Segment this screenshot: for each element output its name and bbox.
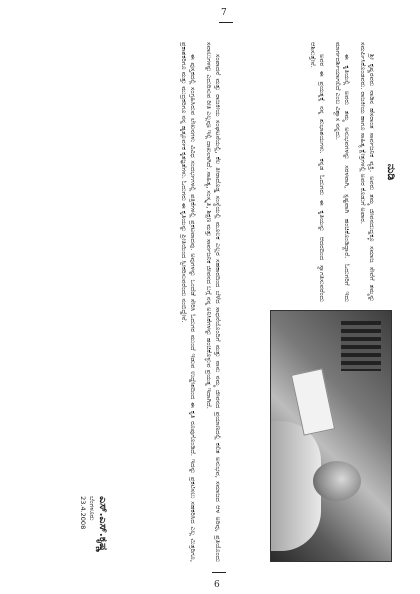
right-paragraph-1: ಶ್ರೀ ಕೃಷ್ಣರವರು ನಾಡಿನ ಹೆಸರಾಂತ ಸಾರ್ವಜನಿಕ ವ್ಯಕ್ತಿ. ಅವರು ತಮ್ಮ ಜೀವನದುದ್ದಕ್ಕೂ ಸಮಾಜ ಸೇವೆಗೆ ತಮ್ಮನ್ನು ಸಮರ್ಪಿಸಿಕೊಂಡವರು. ರಾಜಕೀಯ ಹಾಗೂ ಸಾಹಿತ್ಯ ಕ್ಷೇತ್ರಗಳಲ್ಲಿ ಅವರ ಕೊಡುಗೆ ಅಪಾರ. — [358, 42, 376, 302]
bookshelf-shape — [341, 321, 381, 371]
right-page — [228, 42, 398, 562]
signature-date: 23.4.2008 — [79, 496, 87, 530]
left-paragraph-2: ಈ ಪುಸ್ತಕದಲ್ಲಿ ಸಂಗ್ರಹಿಸಿರುವ ಲೇಖನಗಳು ವಿವಿಧ ಸಂದರ್ಭಗಳಲ್ಲಿ ಪತ್ರಿಕೆಗಳಲ್ಲಿ ಪ್ರಕಟವಾದವು. ಅವುಗಳನ್ನು ಒಂದೆಡೆ ಸೇರಿಸಿ ಓದುಗರ ಮುಂದೆ ಇಡುವ ಉದ್ದೇಶದಿಂದ ಈ ಕೃತಿ ರೂಪುಗೊಂಡಿದೆ. ಇದನ್ನು ಪ್ರಕಟಿಸಲು ಸಹಕರಿಸಿದ ಎಲ್ಲ ಮಿತ್ರರಿಗೂ, ಪ್ರಕಾಶಕರಿಗೂ ಮತ್ತು ಮುದ್ರಕರಿಗೂ ನನ್ನ ಹೃತ್ಪೂರ್ವಕ ಕೃತಜ್ಞತೆಗಳು. ಓದುಗರು ಈ ಕೃತಿಯನ್ನು ಪ್ರೀತಿಯಿಂದ ಸ್ವೀಕರಿಸುವರೆಂದು ನಂಬಿದ್ದೇನೆ. — [179, 42, 198, 562]
page-heading: ನುಡಿ — [385, 163, 398, 181]
right-paragraph-2: ಈ ಕೃತಿಯಲ್ಲಿ ಅವರು ತಮ್ಮ ಅನುಭವಗಳನ್ನು ಸರಳವಾಗಿ, ಸ್ಪಷ್ಟವಾಗಿ ಹಂಚಿಕೊಂಡಿದ್ದಾರೆ. ಓದುಗರಿಗೆ ಇದು ಮಾರ್ಗದರ್ಶಿಯಾಗಲಿದೆ ಎಂಬ ವಿಶ್ವಾಸ ನನ್ನದು. — [333, 42, 352, 302]
left-page — [52, 42, 222, 562]
author-photo — [270, 310, 392, 562]
right-folio-rule — [219, 22, 233, 23]
left-folio-rule — [212, 572, 226, 573]
signature-name: ಎಸ್.ಎಸ್.ಕೃಷ್ಣ — [97, 496, 110, 552]
person-head-shape — [313, 461, 361, 501]
left-paragraph-1: ಸಂಪಾದನೆ ಮತ್ತು ರಾಜಕೀಯ ಸಂಘಟನೆಯಲ್ಲಿ, ಕೆಲ ತೀರಾದೊಡ್ಡ ಸಂಸ್ಥೆಯಲ್ಲಿ ಮೂಲಕ ಎಲ್ಲರ ಸಹಕಾರದಿಂದ ಬೆಳೆದ ಸಾಧನೆಯೊಂದಿಗೆ ಮತ್ತು ನಾನು ನಮ್ಮ ಜೀವನದ ಪ್ರಯಾಣದಲ್ಲಿ ಕಲಿತ ಅನುಭವ, ಸಮಾಜದ ಆಳ ಅರಿವು, ಪ್ರತಿಯೊಂದು ಸವಾಲುಗಳನ್ನು ಎದುರಿಸುವ ರೀತಿ ಎಲ್ಲವೂ ಇಲ್ಲಿ ದಾಖಲಾಗಿದೆ. ಸಾಹಿತ್ಯ, ಸಂಸ್ಕೃತಿ, ಶಿಕ್ಷಣ ಮತ್ತು ಸಾರ್ವಜನಿಕ ಜೀವನದ ಬಗ್ಗೆ ನನ್ನ ಅನಿಸಿಕೆಗಳನ್ನು ಹಂಚಿಕೊಳ್ಳುವ ಪ್ರಯತ್ನ ಇದಾಗಿದೆ. — [204, 42, 222, 562]
left-page-number: 6 — [214, 580, 220, 590]
signature-block — [78, 496, 110, 552]
right-text-column — [302, 42, 398, 302]
right-page-number: 7 — [221, 8, 227, 18]
right-paragraph-3: ಅವರ ಈ ಪ್ರಯತ್ನಕ್ಕೆ ನನ್ನ ಶುಭಾಶಯಗಳು. ಕನ್ನಡ ಓದುಗರು ಈ ಕೃತಿಯನ್ನು ಆದರದಿಂದ ಸ್ವಾಗತಿಸುವರೆಂದು ಆಶಿಸುತ್ತೇನೆ. — [308, 42, 327, 302]
signature-place: ಬೆಂಗಳೂರು — [88, 496, 96, 521]
